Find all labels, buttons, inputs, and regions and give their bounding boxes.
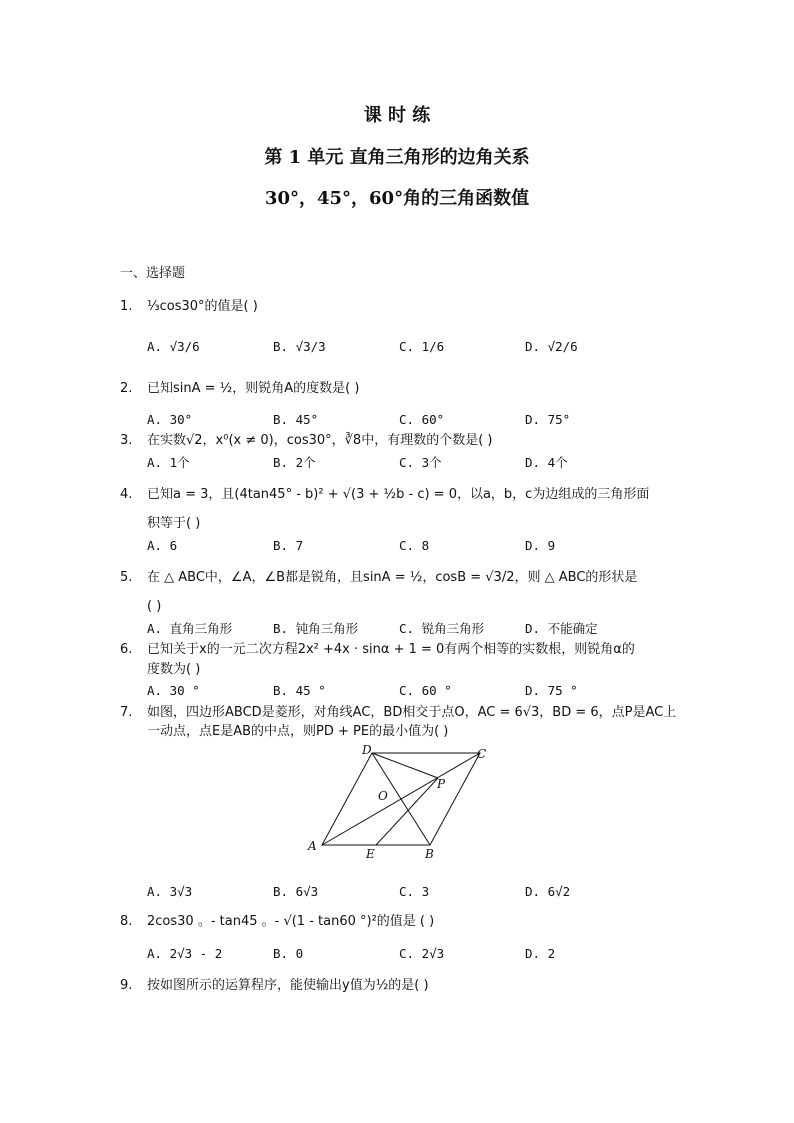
q6-option-a: A. 30 ° (147, 683, 200, 698)
page-title: 课 时 练 (363, 105, 431, 126)
label-e: E (366, 847, 375, 861)
q8-option-b: B. 0 (273, 946, 304, 961)
section-heading: 一、选择题 (120, 266, 186, 281)
q3-option-b: B. 2个 (273, 455, 316, 470)
q5-option-a: A. 直角三角形 (147, 621, 233, 636)
q4-option-d: D. 9 (525, 538, 556, 553)
q4-number: 4. (120, 487, 133, 502)
q7-text-cont: 一动点，点E是AB的中点，则PD + PE的最小值为( ) (147, 724, 449, 739)
label-d: D (362, 743, 372, 757)
q2-option-d: D. 75° (525, 412, 571, 427)
q2-option-a: A. 30° (147, 412, 193, 427)
q8-option-d: D. 2 (525, 946, 556, 961)
q4-text: 已知a = 3，且(4tan45° - b)² + √(3 + ½b - c) = 0，以a，b，c为边组成的三角形面 (147, 487, 650, 502)
q3-number: 3. (120, 433, 133, 448)
label-o: O (378, 789, 388, 803)
unit-title: 第 1 单元 直角三角形的边角关系 (264, 147, 530, 168)
q1-number: 1. (120, 299, 133, 314)
q6-text: 已知关于x的一元二次方程2x² +4x · sinα + 1 = 0有两个相等的实数根，则锐角α的 (147, 642, 635, 657)
q6-option-d: D. 75 ° (525, 683, 578, 698)
q5-number: 5. (120, 570, 133, 585)
label-p: P (437, 777, 446, 791)
q3-text: 在实数√2，x⁰(x ≠ 0)，cos30°，∛8中，有理数的个数是( ) (147, 433, 493, 448)
q6-text-cont: 度数为( ) (147, 662, 201, 677)
q2-number: 2. (120, 381, 133, 396)
q6-option-b: B. 45 ° (273, 683, 326, 698)
q8-number: 8. (120, 914, 133, 929)
q8-option-a: A. 2√3 - 2 (147, 946, 223, 961)
q1-option-c: C. 1/6 (399, 339, 445, 354)
label-a: A (308, 839, 317, 853)
q8-text: 2cos30 。- tan45 。- √(1 - tan60 °)²的值是 ( ) (147, 914, 435, 929)
q5-option-d: D. 不能确定 (525, 621, 598, 636)
q2-text: 已知sinA = ½，则锐角A的度数是( ) (147, 381, 360, 396)
q7-option-a: A. 3√3 (147, 884, 193, 899)
q3-option-a: A. 1个 (147, 455, 190, 470)
q7-text: 如图，四边形ABCD是菱形，对角线AC，BD相交于点O，AC = 6√3，BD = 6，点P是AC上 (147, 705, 677, 720)
topic-title: 30°，45°，60°角的三角函数值 (264, 188, 530, 209)
q6-number: 6. (120, 642, 133, 657)
q7-option-b: B. 6√3 (273, 884, 319, 899)
q9-text: 按如图所示的运算程序，能使输出y值为½的是( ) (147, 978, 429, 993)
q4-text-cont: 积等于( ) (147, 516, 201, 531)
q4-option-b: B. 7 (273, 538, 304, 553)
q3-option-d: D. 4个 (525, 455, 568, 470)
q4-option-a: A. 6 (147, 538, 178, 553)
q5-option-c: C. 锐角三角形 (399, 621, 485, 636)
q2-option-b: B. 45° (273, 412, 319, 427)
q6-option-c: C. 60 ° (399, 683, 452, 698)
q8-option-c: C. 2√3 (399, 946, 445, 961)
q7-option-d: D. 6√2 (525, 884, 571, 899)
rhombus-figure (300, 738, 500, 863)
q2-option-c: C. 60° (399, 412, 445, 427)
q9-number: 9. (120, 978, 133, 993)
q1-option-a: A. √3/6 (147, 339, 200, 354)
q5-text: 在 △ ABC中，∠A，∠B都是锐角，且sinA = ½，cosB = √3/2，则 △ ABC的形状是 (147, 570, 638, 585)
q7-option-c: C. 3 (399, 884, 430, 899)
q1-option-d: D. √2/6 (525, 339, 578, 354)
q1-text: ⅓cos30°的值是( ) (147, 299, 258, 314)
q1-option-b: B. √3/3 (273, 339, 326, 354)
q7-number: 7. (120, 705, 133, 720)
q5-option-b: B. 钝角三角形 (273, 621, 359, 636)
q4-option-c: C. 8 (399, 538, 430, 553)
q3-option-c: C. 3个 (399, 455, 442, 470)
label-c: C (477, 747, 487, 761)
q5-text-cont: ( ) (147, 599, 162, 614)
label-b: B (425, 847, 434, 861)
